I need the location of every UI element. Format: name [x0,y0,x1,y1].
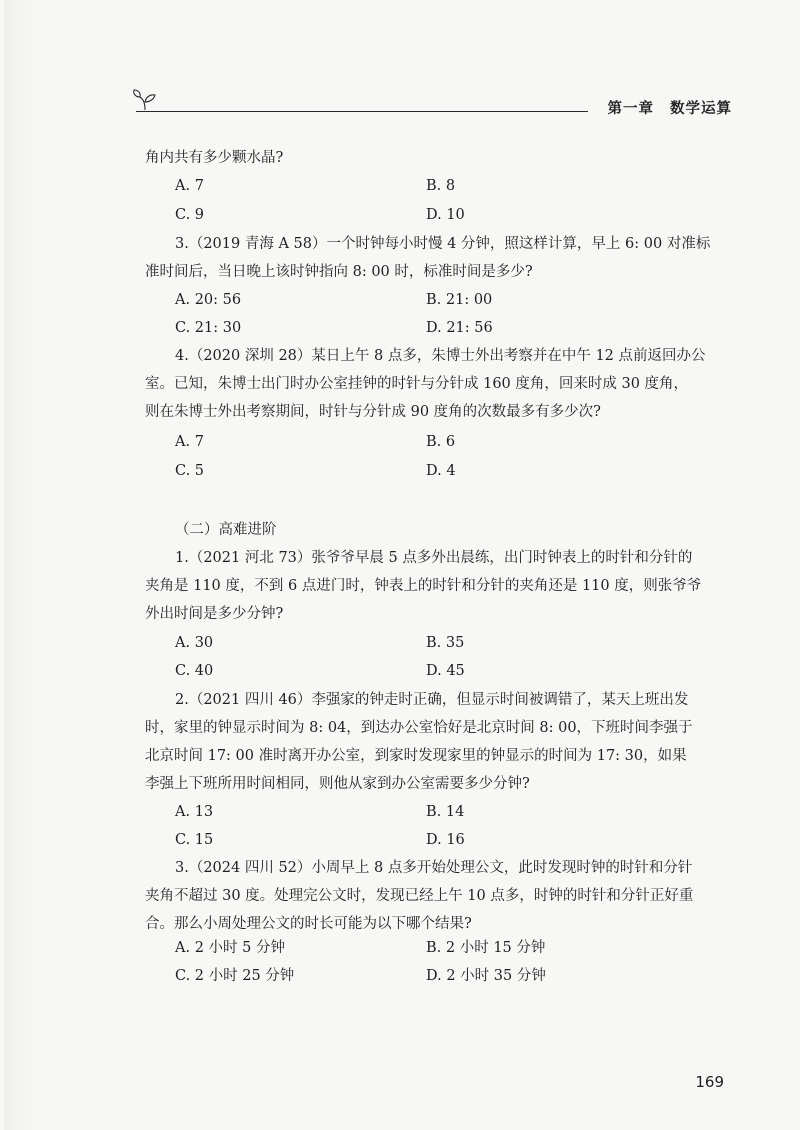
text-line: 李强上下班所用时间相同，则他从家到办公室需要多少分钟? [145,776,530,792]
option-left: C. 5 [175,463,205,479]
option-right: D. 45 [426,663,465,679]
option-right: B. 2 小时 15 分钟 [426,940,546,956]
page-number: 169 [695,1073,724,1091]
header-rule [136,111,588,112]
option-right: B. 21: 00 [426,292,493,308]
question-stem: 1.（2021 河北 73）张爷爷早晨 5 点多外出晨练，出门时钟表上的时针和分针的 [175,550,693,566]
option-right: B. 14 [426,804,465,820]
option-left: C. 15 [175,832,214,848]
question-stem: 3.（2024 四川 52）小周早上 8 点多开始处理公文，此时发现时钟的时针和分针 [175,860,693,876]
option-left: A. 13 [175,804,214,820]
text-line: 合。那么小周处理公文的时长可能为以下哪个结果? [145,916,472,932]
option-left: A. 30 [175,635,214,651]
option-right: B. 8 [426,178,456,194]
text-line: 外出时间是多少分钟? [145,606,284,622]
running-header [132,86,732,126]
option-left: A. 7 [175,434,204,450]
text-line: 北京时间 17: 00 准时离开办公室，到家时发现家里的钟显示的时间为 17: 30，如果 [145,748,687,764]
option-left: A. 7 [175,178,204,194]
option-right: D. 2 小时 35 分钟 [426,968,546,984]
sprout-icon [132,86,160,112]
question-stem: 3.（2019 青海 A 58）一个时钟每小时慢 4 分钟，照这样计算，早上 6: 00 对准标 [175,236,711,252]
text-line: 则在朱博士外出考察期间，时针与分针成 90 度角的次数最多有多少次? [145,404,601,420]
option-right: B. 6 [426,434,456,450]
chapter-heading [608,97,733,118]
option-left: C. 40 [175,663,214,679]
section-heading: （二）高难进阶 [175,522,277,538]
option-left: A. 2 小时 5 分钟 [175,940,285,956]
option-left: A. 20: 56 [175,292,242,308]
option-right: D. 16 [426,832,465,848]
option-right: D. 10 [426,207,465,223]
chapter-title: 数学运算 [670,101,732,117]
scan-shadow [4,0,40,1130]
option-right: B. 35 [426,635,465,651]
option-left: C. 2 小时 25 分钟 [175,968,295,984]
text-line: 室。已知，朱博士出门时办公室挂钟的时针与分针成 160 度角，回来时成 30 度角， [145,376,689,392]
option-right: D. 4 [426,463,456,479]
text-line: 夹角不超过 30 度。处理完公文时，发现已经上午 10 点多，时钟的时针和分针正好重 [145,888,694,904]
text-line: 时，家里的钟显示时间为 8: 04，到达办公室恰好是北京时间 8: 00，下班时间李强于 [145,720,693,736]
question-stem: 4.（2020 深圳 28）某日上午 8 点多，朱博士外出考察并在中午 12 点前返回办公 [175,348,706,364]
option-left: C. 21: 30 [175,320,242,336]
option-left: C. 9 [175,207,205,223]
option-right: D. 21: 56 [426,320,493,336]
text-line: 夹角是 110 度，不到 6 点进门时，钟表上的时针和分针的夹角还是 110 度，则张爷爷 [145,578,702,594]
text-line: 角内共有多少颗水晶? [145,150,284,166]
question-stem: 2.（2021 四川 46）李强家的钟走时正确，但显示时间被调错了，某天上班出发 [175,692,689,708]
text-line: 准时间后，当日晚上该时钟指向 8: 00 时，标准时间是多少? [145,264,533,280]
chapter-label: 第一章 [607,101,654,117]
